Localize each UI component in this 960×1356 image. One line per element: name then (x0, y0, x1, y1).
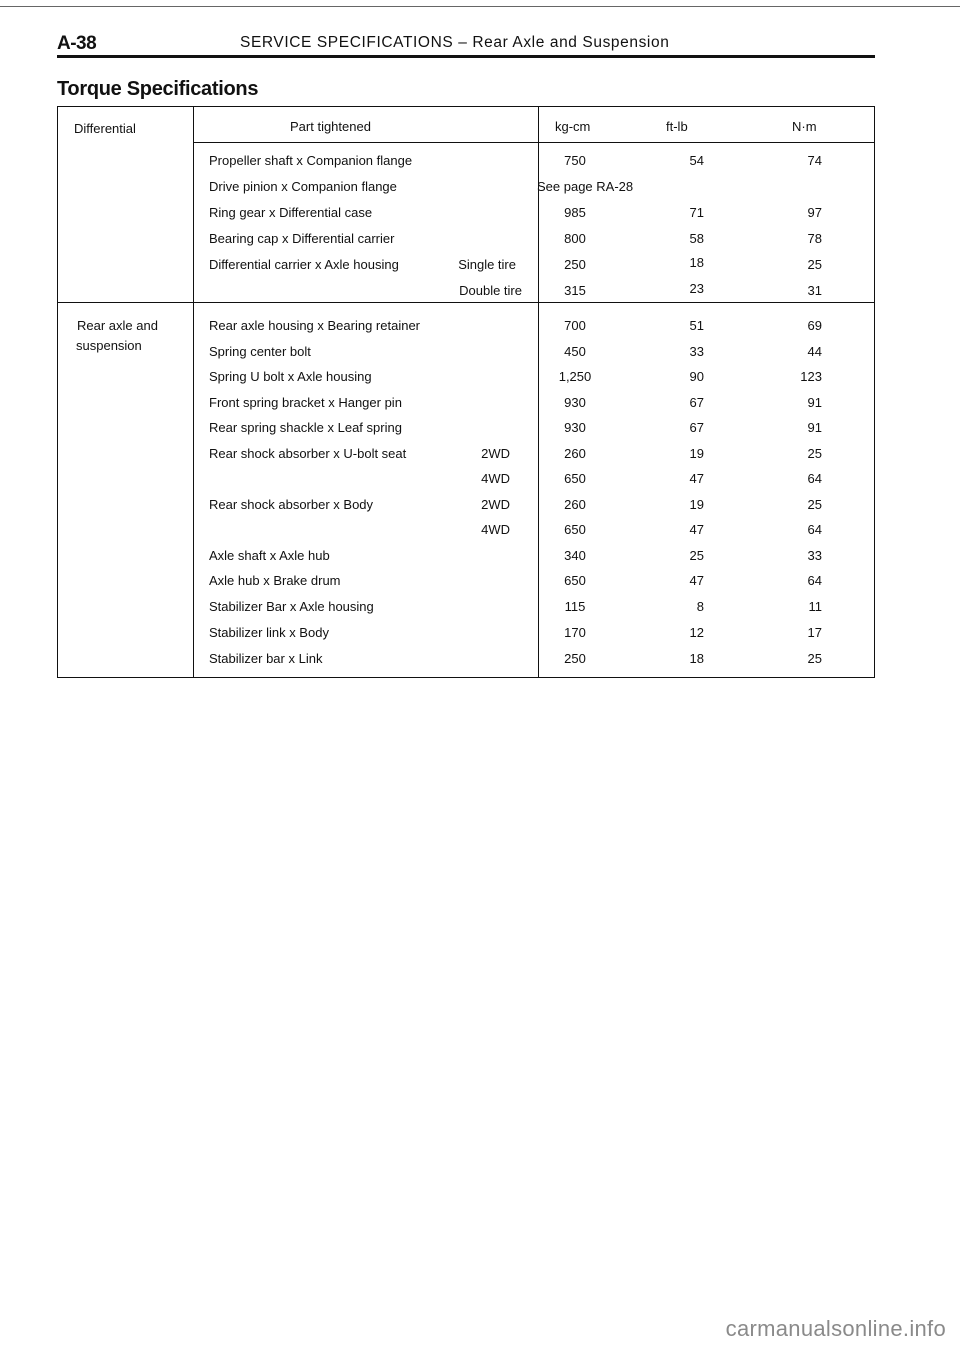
table-divider (193, 107, 194, 677)
variant-cell: 2WD (481, 497, 510, 512)
group-divider (58, 302, 874, 303)
ftlb-cell: 18 (689, 651, 704, 666)
part-cell: Spring center bolt (209, 344, 311, 359)
nm-cell: 97 (807, 205, 822, 220)
ftlb-cell: 54 (689, 153, 704, 168)
col-header-kgcm: kg-cm (555, 119, 591, 134)
nm-cell: 78 (807, 231, 822, 246)
ftlb-cell: 51 (689, 318, 704, 333)
kgcm-cell: 260 (564, 446, 586, 461)
nm-cell: 44 (807, 344, 822, 359)
nm-cell: 69 (807, 318, 822, 333)
group-label-differential: Differential (74, 121, 136, 136)
nm-cell: 17 (807, 625, 822, 640)
page-number: A-38 (57, 33, 97, 54)
part-cell: Differential carrier x Axle housing (209, 257, 399, 272)
kgcm-cell: 650 (564, 522, 586, 537)
kgcm-cell: 985 (564, 205, 586, 220)
part-cell: Stabilizer link x Body (209, 625, 329, 640)
header-rule (57, 55, 875, 58)
ftlb-cell: 71 (689, 205, 704, 220)
part-cell: Spring U bolt x Axle housing (209, 369, 372, 384)
ftlb-cell: 90 (689, 369, 704, 384)
ftlb-cell: 58 (689, 231, 704, 246)
kgcm-cell: 170 (564, 625, 586, 640)
kgcm-cell: 340 (564, 548, 586, 563)
part-cell: Stabilizer bar x Link (209, 651, 323, 666)
part-cell: Bearing cap x Differential carrier (209, 231, 395, 246)
kgcm-cell: 250 (564, 651, 586, 666)
variant-cell: 2WD (481, 446, 510, 461)
nm-cell: 74 (807, 153, 822, 168)
ftlb-cell: 25 (689, 548, 704, 563)
nm-cell: 64 (807, 573, 822, 588)
kgcm-cell: 250 (564, 257, 586, 272)
kgcm-cell: 930 (564, 395, 586, 410)
nm-cell: 33 (807, 548, 822, 563)
part-cell: Axle shaft x Axle hub (209, 548, 330, 563)
ftlb-cell: 47 (689, 522, 704, 537)
kgcm-cell: 115 (564, 599, 586, 614)
ftlb-cell: 67 (689, 420, 704, 435)
watermark: carmanualsonline.info (725, 1316, 946, 1341)
torque-spec-table (57, 106, 875, 678)
col-header-nm: N·m (792, 119, 817, 134)
nm-cell: 64 (807, 522, 822, 537)
nm-cell: 25 (807, 446, 822, 461)
top-edge-rule (0, 6, 960, 7)
part-cell: Axle hub x Brake drum (209, 573, 341, 588)
header-divider (193, 142, 874, 143)
kgcm-cell: 1,250 (558, 369, 592, 384)
nm-cell: 25 (807, 497, 822, 512)
nm-cell: 64 (807, 471, 822, 486)
kgcm-cell: 930 (564, 420, 586, 435)
part-cell: Rear spring shackle x Leaf spring (209, 420, 402, 435)
ftlb-cell: 8 (696, 599, 704, 614)
part-cell: Stabilizer Bar x Axle housing (209, 599, 374, 614)
running-header: SERVICE SPECIFICATIONS – Rear Axle and Suspension (240, 34, 670, 51)
nm-cell: 123 (800, 369, 822, 384)
ftlb-cell: 19 (689, 446, 704, 461)
kgcm-cell: 650 (564, 573, 586, 588)
kgcm-cell: 315 (564, 283, 586, 298)
kgcm-cell: 260 (564, 497, 586, 512)
part-cell: Front spring bracket x Hanger pin (209, 395, 402, 410)
ftlb-cell: 33 (689, 344, 704, 359)
ftlb-cell: 47 (689, 573, 704, 588)
section-title: Torque Specifications (57, 78, 259, 100)
ftlb-cell: 47 (689, 471, 704, 486)
part-cell: Rear shock absorber x Body (209, 497, 374, 512)
kgcm-cell: See page RA-28 (537, 179, 634, 194)
kgcm-cell: 800 (564, 231, 586, 246)
variant-cell: Single tire (458, 257, 516, 272)
part-cell: Drive pinion x Companion flange (209, 179, 397, 194)
kgcm-cell: 700 (564, 318, 586, 333)
nm-cell: 91 (807, 420, 822, 435)
kgcm-cell: 450 (564, 344, 586, 359)
group-label-suspension: suspension (76, 338, 142, 353)
variant-cell: Double tire (459, 283, 522, 298)
group-label-rear-axle: Rear axle and (77, 318, 158, 333)
nm-cell: 91 (807, 395, 822, 410)
part-cell: Rear axle housing x Bearing retainer (209, 318, 421, 333)
kgcm-cell: 750 (564, 153, 586, 168)
nm-cell: 25 (807, 257, 822, 272)
nm-cell: 11 (808, 599, 822, 614)
part-cell: Ring gear x Differential case (209, 205, 373, 220)
ftlb-cell: 18 (689, 255, 704, 270)
col-header-part: Part tightened (290, 119, 371, 134)
kgcm-cell: 650 (564, 471, 586, 486)
nm-cell: 31 (807, 283, 822, 298)
variant-cell: 4WD (481, 522, 510, 537)
part-cell: Propeller shaft x Companion flange (209, 153, 413, 168)
ftlb-cell: 12 (689, 625, 704, 640)
part-cell: Rear shock absorber x U-bolt seat (209, 446, 407, 461)
col-header-ftlb: ft-lb (666, 119, 688, 134)
ftlb-cell: 67 (689, 395, 704, 410)
ftlb-cell: 23 (689, 281, 704, 296)
nm-cell: 25 (807, 651, 822, 666)
variant-cell: 4WD (481, 471, 510, 486)
ftlb-cell: 19 (689, 497, 704, 512)
